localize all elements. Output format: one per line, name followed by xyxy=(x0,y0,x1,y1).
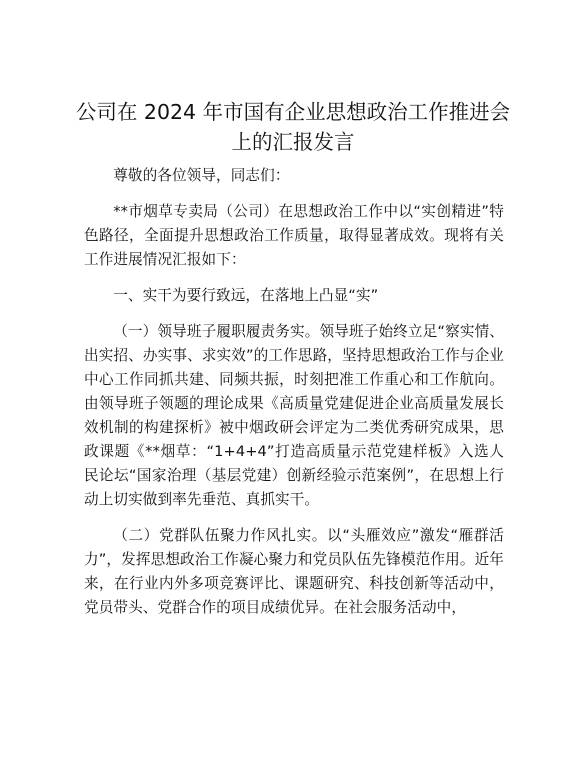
body-paragraph-2: （二）党群队伍聚力作风扎实。以“头雁效应”激发“雁群活力”，发挥思想政治工作凝心聚力和党员队伍先锋模范作用。近年来，在行业内外多项竞赛评比、课题研究、科技创新等活动中，党员带头、党群合作的项目成绩优异。在社会服务活动中， xyxy=(84,527,504,616)
body-paragraph-1: （一）领导班子履职履责务实。领导班子始终立足“察实情、出实招、办实事、求实效”的工作思路，坚持思想政治工作与企业中心工作同抓共建、同频共振，时刻把准工作重心和工作航向。由领导班子领题的理论成果《高质量党建促进企业高质量发展长效机制的构建探析》被中烟政研会评定为二类优秀研究成果，思政课题《**烟草：“1+4+4”打造高质量示范党建样板》入选人民论坛“国家治理（基层党建）创新经验示范案例”，在思想上行动上切实做到率先垂范、真抓实干。 xyxy=(84,323,504,508)
title-line-2: 上的汇报发言 xyxy=(231,130,355,154)
document-title xyxy=(70,97,516,157)
greeting-paragraph: 尊敬的各位领导，同志们： xyxy=(113,167,290,184)
section-heading: 一、实干为要行致远，在落地上凸显“实” xyxy=(113,287,379,304)
document-body xyxy=(84,164,504,632)
intro-paragraph: **市烟草专卖局（公司）在思想政治工作中以“实创精进”特色路径，全面提升思想政治工作质量，取得显著成效。现将有关工作进展情况汇报如下： xyxy=(84,203,504,268)
title-line-1: 公司在 2024 年市国有企业思想政治工作推进会 xyxy=(75,100,511,124)
